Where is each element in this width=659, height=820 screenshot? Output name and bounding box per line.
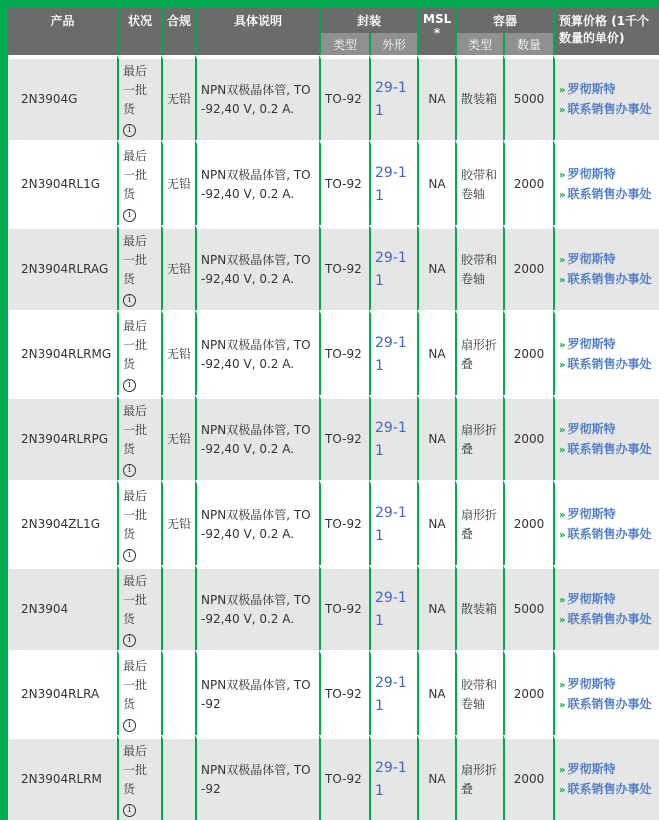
container-qty-text: 5000: [513, 92, 545, 106]
status-text: 最后一批货: [123, 148, 148, 201]
package-type-cell: [319, 310, 369, 395]
contact-sales-link-label: 联系销售办事处: [567, 101, 652, 116]
package-type-text: TO-92: [325, 177, 362, 191]
header-price[interactable]: 预算价格 (1千个数量的单价): [553, 8, 659, 55]
contact-sales-link[interactable]: [559, 780, 655, 800]
header-description[interactable]: 具体说明: [195, 8, 319, 55]
product-name: 2N3904RLRM: [21, 772, 102, 786]
description-text: NPN双极晶体管, TO-92,40 V, 0.2 A.: [201, 422, 311, 456]
container-type-text: 散装箱: [461, 602, 498, 616]
description-text: NPN双极晶体管, TO-92: [201, 677, 311, 711]
container-type-cell: [455, 225, 503, 310]
container-qty-cell: [503, 310, 553, 395]
double-chevron-right-icon: »: [559, 189, 566, 201]
double-chevron-right-icon: »: [559, 699, 566, 711]
double-chevron-right-icon: »: [559, 679, 566, 691]
container-type-text: 胶带和卷轴: [461, 677, 498, 711]
description-cell: [195, 650, 319, 735]
product-cell: [8, 140, 117, 225]
table-row: [8, 225, 659, 310]
outline-cell: [369, 55, 417, 140]
table-row: [8, 735, 659, 820]
container-type-cell: [455, 650, 503, 735]
description-cell: [195, 310, 319, 395]
rochester-link-label: 罗彻斯特: [567, 81, 616, 96]
description-cell: [195, 140, 319, 225]
double-chevron-right-icon: »: [559, 614, 566, 626]
description-text: NPN双极晶体管, TO-92,40 V, 0.2 A.: [201, 507, 311, 541]
status-cell: [117, 480, 161, 565]
outline-link[interactable]: 29-11: [375, 419, 407, 459]
msl-text: NA: [428, 687, 446, 701]
msl-text: NA: [428, 432, 446, 446]
compliance-text: 无铅: [167, 262, 192, 276]
info-icon[interactable]: i: [123, 634, 136, 647]
product-name: 2N3904: [21, 602, 69, 616]
double-chevron-right-icon: »: [559, 104, 566, 116]
contact-sales-link-label: 联系销售办事处: [567, 271, 652, 286]
compliance-cell: [161, 140, 195, 225]
container-qty-cell: [503, 55, 553, 140]
msl-cell: [417, 735, 455, 820]
description-cell: [195, 735, 319, 820]
package-type-text: TO-92: [325, 92, 362, 106]
container-type-cell: [455, 140, 503, 225]
msl-cell: [417, 55, 455, 140]
package-type-cell: [319, 225, 369, 310]
contact-sales-link[interactable]: [559, 185, 655, 205]
compliance-cell: [161, 735, 195, 820]
status-text: 最后一批货: [123, 743, 148, 796]
container-qty-cell: [503, 225, 553, 310]
container-type-cell: [455, 480, 503, 565]
rochester-link-label: 罗彻斯特: [567, 591, 616, 606]
container-qty-cell: [503, 650, 553, 735]
contact-sales-link[interactable]: [559, 610, 655, 630]
status-text: 最后一批货: [123, 573, 148, 626]
header-product[interactable]: 产品: [8, 8, 117, 55]
price-cell: [553, 225, 659, 310]
status-cell: [117, 735, 161, 820]
msl-cell: [417, 225, 455, 310]
double-chevron-right-icon: »: [559, 339, 566, 351]
msl-text: NA: [428, 772, 446, 786]
product-name: 2N3904RL1G: [21, 177, 101, 191]
table-row: [8, 395, 659, 480]
container-type-cell: [455, 565, 503, 650]
package-type-text: TO-92: [325, 262, 362, 276]
double-chevron-right-icon: »: [559, 274, 566, 286]
package-type-cell: [319, 735, 369, 820]
container-qty-text: 2000: [513, 772, 545, 786]
info-icon[interactable]: i: [123, 209, 136, 222]
description-text: NPN双极晶体管, TO-92,40 V, 0.2 A.: [201, 337, 311, 371]
outline-cell: [369, 225, 417, 310]
description-cell: [195, 565, 319, 650]
compliance-cell: [161, 225, 195, 310]
status-text: 最后一批货: [123, 318, 148, 371]
description-text: NPN双极晶体管, TO-92,40 V, 0.2 A.: [201, 592, 311, 626]
container-qty-text: 2000: [513, 517, 545, 531]
price-cell: [553, 480, 659, 565]
rochester-link[interactable]: [559, 675, 655, 695]
description-cell: [195, 480, 319, 565]
contact-sales-link-label: 联系销售办事处: [567, 696, 652, 711]
container-type-text: 胶带和卷轴: [461, 167, 498, 201]
double-chevron-right-icon: »: [559, 594, 566, 606]
container-qty-text: 5000: [513, 602, 545, 616]
container-qty-text: 2000: [513, 347, 545, 361]
msl-text: NA: [428, 347, 446, 361]
package-type-cell: [319, 650, 369, 735]
compliance-cell: [161, 565, 195, 650]
product-cell: [8, 650, 117, 735]
double-chevron-right-icon: »: [559, 254, 566, 266]
description-text: NPN双极晶体管, TO-92,40 V, 0.2 A.: [201, 82, 311, 116]
product-name: 2N3904RLRAG: [21, 262, 109, 276]
info-icon[interactable]: i: [123, 804, 136, 817]
compliance-cell: [161, 480, 195, 565]
rochester-link-label: 罗彻斯特: [567, 336, 616, 351]
rochester-link-label: 罗彻斯特: [567, 761, 616, 776]
contact-sales-link-label: 联系销售办事处: [567, 611, 652, 626]
outline-cell: [369, 565, 417, 650]
outline-cell: [369, 480, 417, 565]
container-type-cell: [455, 735, 503, 820]
contact-sales-link[interactable]: [559, 270, 655, 290]
container-qty-cell: [503, 480, 553, 565]
status-text: 最后一批货: [123, 233, 148, 286]
header-package: 封装: [319, 8, 417, 33]
info-icon[interactable]: i: [123, 549, 136, 562]
status-cell: [117, 140, 161, 225]
price-cell: [553, 565, 659, 650]
outline-cell: [369, 650, 417, 735]
container-qty-cell: [503, 140, 553, 225]
status-text: 最后一批货: [123, 63, 148, 116]
product-name: 2N3904RLRPG: [21, 432, 109, 446]
msl-cell: [417, 565, 455, 650]
container-qty-cell: [503, 565, 553, 650]
container-type-text: 胶带和卷轴: [461, 252, 498, 286]
header-compliance[interactable]: 合规: [161, 8, 195, 55]
product-cell: [8, 310, 117, 395]
double-chevron-right-icon: »: [559, 764, 566, 776]
rochester-link[interactable]: [559, 760, 655, 780]
rochester-link[interactable]: [559, 80, 655, 100]
msl-text: NA: [428, 262, 446, 276]
product-cell: [8, 735, 117, 820]
status-cell: [117, 565, 161, 650]
contact-sales-link-label: 联系销售办事处: [567, 441, 652, 456]
info-icon[interactable]: i: [123, 464, 136, 477]
msl-cell: [417, 480, 455, 565]
table-row: [8, 140, 659, 225]
msl-text: NA: [428, 602, 446, 616]
contact-sales-link-label: 联系销售办事处: [567, 186, 652, 201]
status-cell: [117, 55, 161, 140]
status-text: 最后一批货: [123, 658, 148, 711]
product-cell: [8, 395, 117, 480]
price-cell: [553, 735, 659, 820]
outline-cell: [369, 140, 417, 225]
container-type-cell: [455, 55, 503, 140]
compliance-text: 无铅: [167, 92, 192, 106]
status-cell: [117, 650, 161, 735]
status-cell: [117, 225, 161, 310]
msl-text: NA: [428, 517, 446, 531]
compliance-cell: [161, 310, 195, 395]
description-text: NPN双极晶体管, TO-92: [201, 762, 311, 796]
package-type-text: TO-92: [325, 347, 362, 361]
container-qty-text: 2000: [513, 262, 545, 276]
double-chevron-right-icon: »: [559, 509, 566, 521]
product-cell: [8, 565, 117, 650]
status-text: 最后一批货: [123, 488, 148, 541]
container-qty-text: 2000: [513, 687, 545, 701]
msl-cell: [417, 395, 455, 480]
rochester-link[interactable]: [559, 165, 655, 185]
price-cell: [553, 140, 659, 225]
table-row: [8, 565, 659, 650]
price-cell: [553, 650, 659, 735]
container-qty-text: 2000: [513, 177, 545, 191]
status-text: 最后一批货: [123, 403, 148, 456]
rochester-link-label: 罗彻斯特: [567, 676, 616, 691]
contact-sales-link-label: 联系销售办事处: [567, 781, 652, 796]
description-text: NPN双极晶体管, TO-92,40 V, 0.2 A.: [201, 252, 311, 286]
container-type-text: 扇形折叠: [461, 507, 498, 541]
package-type-text: TO-92: [325, 602, 362, 616]
container-type-text: 散装箱: [461, 92, 498, 106]
package-type-text: TO-92: [325, 432, 362, 446]
rochester-link[interactable]: [559, 335, 655, 355]
header-container: 容器: [455, 8, 553, 33]
container-type-text: 扇形折叠: [461, 762, 498, 796]
container-type-cell: [455, 395, 503, 480]
package-type-cell: [319, 55, 369, 140]
double-chevron-right-icon: »: [559, 444, 566, 456]
rochester-link[interactable]: [559, 250, 655, 270]
product-cell: [8, 55, 117, 140]
rochester-link-label: 罗彻斯特: [567, 506, 616, 521]
container-type-text: 扇形折叠: [461, 337, 498, 371]
package-type-text: TO-92: [325, 772, 362, 786]
product-name: 2N3904G: [21, 92, 78, 106]
table-row: [8, 480, 659, 565]
double-chevron-right-icon: »: [559, 529, 566, 541]
price-cell: [553, 55, 659, 140]
product-name: 2N3904RLRMG: [21, 347, 112, 361]
container-type-text: 扇形折叠: [461, 422, 498, 456]
description-cell: [195, 395, 319, 480]
info-icon[interactable]: i: [123, 294, 136, 307]
outline-link[interactable]: 29-11: [375, 249, 407, 289]
package-type-cell: [319, 480, 369, 565]
status-cell: [117, 395, 161, 480]
product-table: [8, 8, 659, 820]
rochester-link-label: 罗彻斯特: [567, 251, 616, 266]
info-icon[interactable]: i: [123, 719, 136, 732]
rochester-link[interactable]: [559, 505, 655, 525]
msl-cell: [417, 140, 455, 225]
outline-link[interactable]: 29-11: [375, 164, 407, 204]
msl-text: NA: [428, 177, 446, 191]
compliance-text: 无铅: [167, 177, 192, 191]
product-cell: [8, 225, 117, 310]
header-container-qty[interactable]: 数量: [503, 33, 553, 55]
product-name: 2N3904RLRA: [21, 687, 100, 701]
table-row: [8, 55, 659, 140]
outline-link[interactable]: 29-11: [375, 674, 407, 714]
description-cell: [195, 225, 319, 310]
table-row: [8, 310, 659, 395]
msl-text: NA: [428, 92, 446, 106]
outline-link[interactable]: 29-11: [375, 504, 407, 544]
contact-sales-link[interactable]: [559, 695, 655, 715]
double-chevron-right-icon: »: [559, 169, 566, 181]
package-type-cell: [319, 395, 369, 480]
package-type-text: TO-92: [325, 517, 362, 531]
contact-sales-link-label: 联系销售办事处: [567, 356, 652, 371]
outline-link[interactable]: 29-11: [375, 759, 407, 799]
outline-cell: [369, 310, 417, 395]
msl-cell: [417, 650, 455, 735]
compliance-cell: [161, 395, 195, 480]
product-name: 2N3904ZL1G: [21, 517, 100, 531]
contact-sales-link[interactable]: [559, 440, 655, 460]
compliance-cell: [161, 650, 195, 735]
compliance-text: 无铅: [167, 347, 192, 361]
contact-sales-link[interactable]: [559, 355, 655, 375]
contact-sales-link[interactable]: [559, 525, 655, 545]
outline-cell: [369, 735, 417, 820]
price-cell: [553, 310, 659, 395]
double-chevron-right-icon: »: [559, 359, 566, 371]
container-qty-cell: [503, 735, 553, 820]
rochester-link[interactable]: [559, 420, 655, 440]
outline-link[interactable]: 29-11: [375, 79, 407, 119]
container-qty-cell: [503, 395, 553, 480]
header-container-type[interactable]: 类型: [455, 33, 503, 55]
description-cell: [195, 55, 319, 140]
info-icon[interactable]: i: [123, 379, 136, 392]
rochester-link-label: 罗彻斯特: [567, 166, 616, 181]
package-type-text: TO-92: [325, 687, 362, 701]
package-type-cell: [319, 565, 369, 650]
package-type-cell: [319, 140, 369, 225]
header-package-type[interactable]: 类型: [319, 33, 369, 55]
description-text: NPN双极晶体管, TO-92,40 V, 0.2 A.: [201, 167, 311, 201]
msl-cell: [417, 310, 455, 395]
status-cell: [117, 310, 161, 395]
header-status[interactable]: 状况: [117, 8, 161, 55]
compliance-text: 无铅: [167, 517, 192, 531]
double-chevron-right-icon: »: [559, 424, 566, 436]
price-cell: [553, 395, 659, 480]
outline-link[interactable]: 29-11: [375, 334, 407, 374]
header-package-outline[interactable]: 外形: [369, 33, 417, 55]
product-cell: [8, 480, 117, 565]
rochester-link-label: 罗彻斯特: [567, 421, 616, 436]
table-row: [8, 650, 659, 735]
compliance-cell: [161, 55, 195, 140]
outline-link[interactable]: 29-11: [375, 589, 407, 629]
info-icon[interactable]: i: [123, 124, 136, 137]
contact-sales-link[interactable]: [559, 100, 655, 120]
double-chevron-right-icon: »: [559, 784, 566, 796]
rochester-link[interactable]: [559, 590, 655, 610]
double-chevron-right-icon: »: [559, 84, 566, 96]
contact-sales-link-label: 联系销售办事处: [567, 526, 652, 541]
container-qty-text: 2000: [513, 432, 545, 446]
outline-cell: [369, 395, 417, 480]
container-type-cell: [455, 310, 503, 395]
compliance-text: 无铅: [167, 432, 192, 446]
header-msl[interactable]: MSL *: [417, 8, 455, 55]
